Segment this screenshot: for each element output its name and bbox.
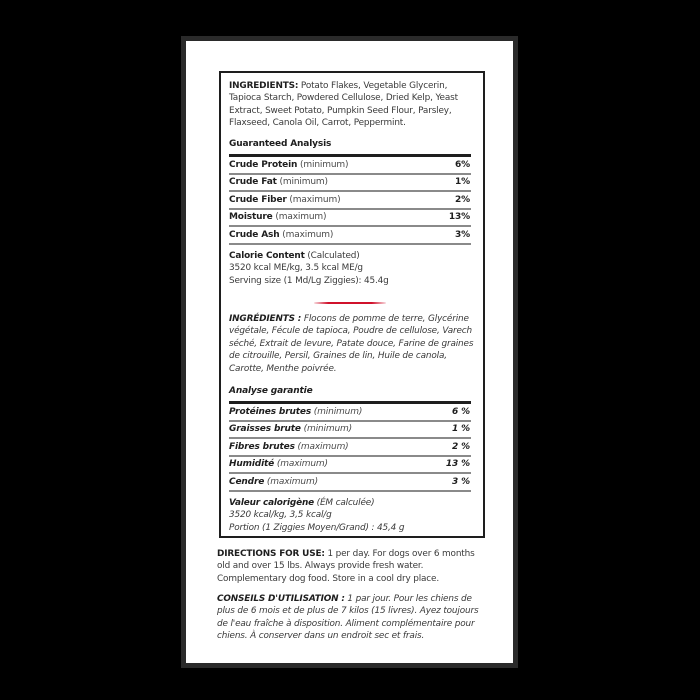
calorie-heading: Calorie Content	[229, 251, 305, 261]
analysis-row	[229, 422, 471, 440]
nutrient-qualifier: (minimum)	[300, 424, 352, 435]
analysis-row	[229, 457, 471, 475]
calorie-qualifier: (Calculated)	[304, 251, 360, 261]
fr-ingredients-heading: INGRÉDIENTS :	[229, 314, 302, 324]
analysis-row	[229, 175, 471, 193]
ingredients-section	[229, 80, 475, 130]
nutrient-value: 6%	[455, 159, 470, 170]
calorie-content	[229, 250, 475, 287]
nutrient-name: Crude Fat	[229, 177, 277, 188]
guaranteed-analysis-title: Guaranteed Analysis	[229, 139, 332, 149]
ingredients-text: Potato Flakes, Vegetable Glycerin, Tapioca Starch, Powdered Cellulose, Dried Kelp, Yeast Extract, Sweet Potato, Pumpkin Seed Flour, Parsley, Flaxseed, Canola Oil, Carrot, Peppermint.	[229, 81, 458, 129]
fr-directions-heading: CONSEILS D'UTILISATION :	[217, 594, 345, 604]
nutrient-qualifier: (minimum)	[311, 406, 363, 417]
fr-analysis-title: Analyse garantie	[229, 386, 313, 396]
nutrient-name: Humidité	[229, 459, 275, 470]
nutrient-name: Crude Ash	[229, 229, 280, 240]
nutrient-value: 13%	[448, 212, 470, 223]
serving-size: Serving size (1 Md/Lg Ziggies): 45.4g	[229, 275, 389, 286]
nutrient-name: Cendre	[229, 476, 265, 487]
nutrition-panel	[219, 71, 485, 538]
fr-calorie-line-1: 3520 kcal/kg, 3,5 kcal/g	[229, 510, 332, 521]
analysis-row	[229, 227, 471, 245]
nutrient-qualifier: (maximum)	[286, 194, 341, 205]
nutrient-qualifier: (maximum)	[272, 212, 327, 223]
nutrient-name: Graisses brute	[229, 424, 301, 435]
nutrient-qualifier: (maximum)	[264, 476, 318, 487]
fr-serving-size: Portion (1 Ziggies Moyen/Grand) : 45,4 g	[229, 522, 405, 533]
fr-directions-text: 1 par jour. Pour les chiens de plus de 6 mois et de plus de 7 kilos (15 livres). Ayez toujours de l'eau fraîche à disposition. Aliment complémentaire pour chiens. À conserver dans un endroit sec et frais.	[217, 594, 479, 642]
nutrient-name: Protéines brutes	[229, 406, 312, 417]
fr-directions	[217, 593, 487, 643]
nutrient-name: Crude Protein	[229, 159, 298, 170]
directions-text: 1 per day. For dogs over 6 months old and over 15 lbs. Always provide fresh water. Complementary dog food. Store in a cool dry place.	[217, 549, 475, 584]
nutrient-qualifier: (maximum)	[279, 229, 334, 240]
nutrient-qualifier: (maximum)	[274, 459, 328, 470]
analysis-row	[229, 404, 471, 422]
nutrient-value: 13 %	[445, 459, 470, 470]
red-divider	[314, 302, 386, 304]
analysis-row	[229, 439, 471, 457]
ingredients-heading: INGREDIENTS:	[229, 81, 299, 91]
analysis-row	[229, 474, 471, 492]
nutrient-name: Crude Fiber	[229, 194, 287, 205]
fr-calorie-qualifier: (ÉM calculée)	[313, 498, 375, 508]
nutrient-qualifier: (maximum)	[294, 441, 349, 452]
nutrient-value: 3 %	[452, 476, 470, 487]
nutrient-value: 6 %	[452, 406, 470, 417]
analysis-row	[229, 192, 471, 210]
directions-heading: DIRECTIONS FOR USE:	[217, 549, 325, 559]
fr-ingredients-text: Flocons de pomme de terre, Glycérine végétale, Fécule de tapioca, Poudre de cellulose, Varech séché, Extrait de levure, Patate douce, Farine de graines de citrouille, Persil, Graines de lin, Huile de canola, Carotte, Menthe poivrée.	[229, 314, 474, 374]
analysis-row	[229, 210, 471, 228]
fr-ingredients-section	[229, 313, 475, 375]
analysis-row	[229, 157, 471, 175]
fr-analysis-table	[229, 404, 471, 492]
fr-calorie-content	[229, 497, 475, 534]
nutrient-qualifier: (minimum)	[276, 177, 328, 188]
fr-calorie-heading: Valeur calorigène	[229, 498, 314, 508]
nutrient-value: 2%	[455, 194, 470, 205]
nutrient-value: 1 %	[452, 424, 470, 435]
product-label-card	[181, 36, 518, 668]
nutrient-value: 2 %	[452, 441, 470, 452]
nutrient-name: Fibres brutes	[229, 441, 295, 452]
calorie-line-1: 3520 kcal ME/kg, 3.5 kcal ME/g	[229, 263, 363, 274]
nutrient-value: 1%	[455, 177, 470, 188]
nutrient-value: 3%	[455, 229, 470, 240]
nutrient-qualifier: (minimum)	[297, 159, 349, 170]
directions-for-use	[217, 548, 487, 585]
nutrient-name: Moisture	[229, 212, 273, 223]
guaranteed-analysis-table	[229, 157, 471, 245]
